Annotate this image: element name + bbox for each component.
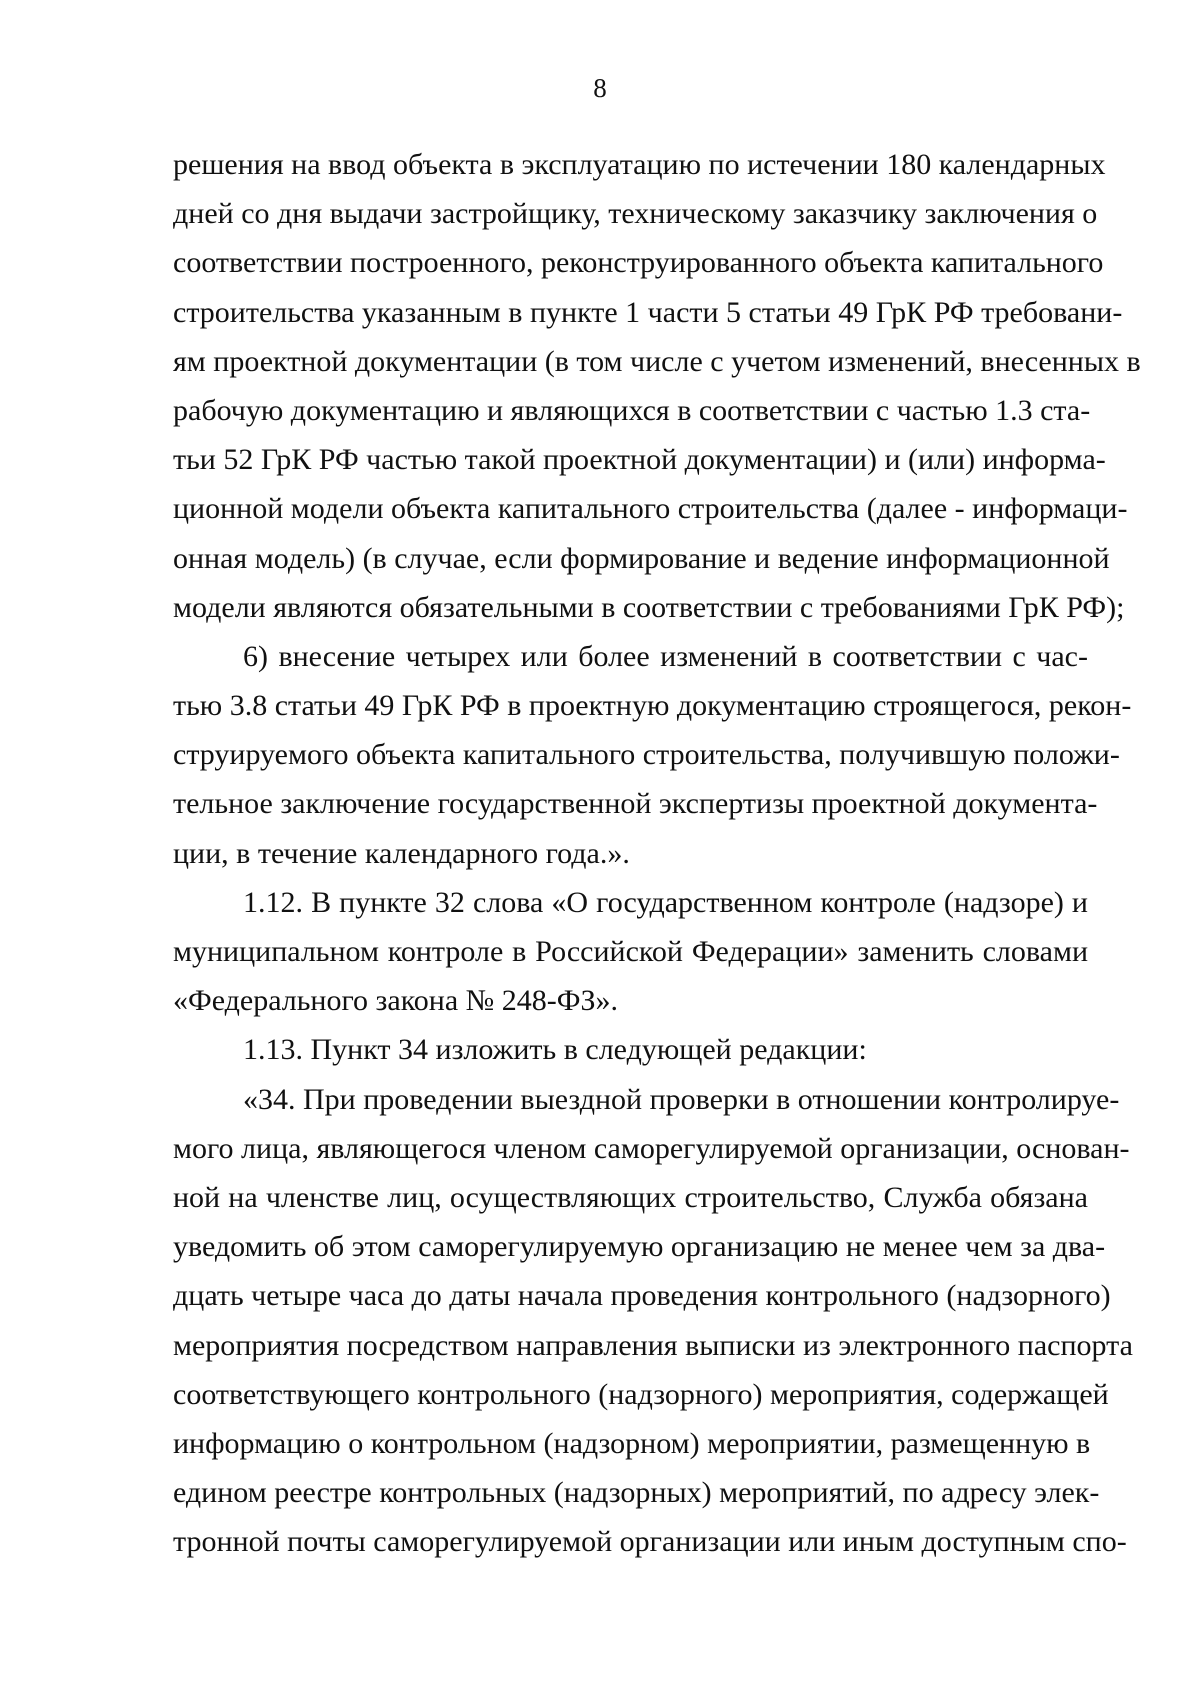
text-line: онная модель) (в случае, если формирование и ведение информационной — [173, 541, 1110, 575]
text-line: дней со дня выдачи застройщику, техническому заказчику заключения о — [173, 197, 1098, 231]
paragraph-decision-grounds — [173, 140, 1141, 632]
text-line: информацию о контрольном (надзорном) мероприятии, размещенную в — [173, 1426, 1091, 1460]
paragraph-item-6 — [173, 632, 1132, 878]
text-line: 1.12. В пункте 32 слова «О государственном контроле (надзоре) и — [243, 885, 1088, 919]
text-line: муниципальном контроле в Российской Федерации» заменить словами — [173, 935, 1088, 968]
text-line: струируемого объекта капитального строительства, получившую положи- — [173, 738, 1120, 772]
paragraph-1-13 — [173, 1025, 1088, 1074]
document-body — [173, 140, 1141, 1566]
text-line: уведомить об этом саморегулируемую организацию не менее чем за два- — [173, 1230, 1106, 1264]
text-line: «Федерального закона № 248-ФЗ». — [173, 984, 618, 1018]
text-line: рабочую документацию и являющихся в соответствии с частью 1.3 ста- — [173, 393, 1091, 427]
text-line: ции, в течение календарного года.». — [173, 836, 630, 870]
paragraph-item-34 — [173, 1075, 1133, 1567]
text-line: «34. При проведении выездной проверки в отношении контролируе- — [243, 1082, 1120, 1116]
text-line: мероприятия посредством направления выписки из электронного паспорта — [173, 1328, 1133, 1362]
text-line: соответствии построенного, реконструированного объекта капитального — [173, 246, 1104, 280]
text-line: 1.13. Пункт 34 изложить в следующей редакции: — [243, 1033, 867, 1067]
text-line: ям проектной документации (в том числе с учетом изменений, внесенных в — [173, 344, 1141, 378]
text-line: тью 3.8 статьи 49 ГрК РФ в проектную документацию строящегося, рекон- — [173, 689, 1132, 723]
text-line: мого лица, являющегося членом саморегулируемой организации, основан- — [173, 1131, 1130, 1165]
text-line: тьи 52 ГрК РФ частью такой проектной документации) и (или) информа- — [173, 443, 1106, 477]
text-line: соответствующего контрольного (надзорного) мероприятия, содержащей — [173, 1377, 1109, 1411]
text-line: 6) внесение четырех или более изменений в соответствии с час- — [243, 639, 1088, 673]
page-number: 8 — [593, 73, 607, 103]
text-line: ционной модели объекта капитального строительства (далее - информаци- — [173, 492, 1128, 526]
text-line: ной на членстве лиц, осуществляющих строительство, Служба обязана — [173, 1180, 1088, 1214]
paragraph-1-12 — [173, 878, 1088, 1026]
text-line: едином реестре контрольных (надзорных) мероприятий, по адресу элек- — [173, 1476, 1100, 1510]
text-line: решения на ввод объекта в эксплуатацию по истечении 180 календарных — [173, 148, 1106, 181]
text-line: строительства указанным в пункте 1 части 5 статьи 49 ГрК РФ требовани- — [173, 295, 1123, 329]
text-line: дцать четыре часа до даты начала проведения контрольного (надзорного) — [173, 1279, 1111, 1313]
text-line: тронной почты саморегулируемой организации или иным доступным спо- — [173, 1525, 1127, 1559]
text-line: модели являются обязательными в соответствии с требованиями ГрК РФ); — [173, 590, 1125, 624]
text-line: тельное заключение государственной экспертизы проектной документа- — [173, 787, 1098, 821]
